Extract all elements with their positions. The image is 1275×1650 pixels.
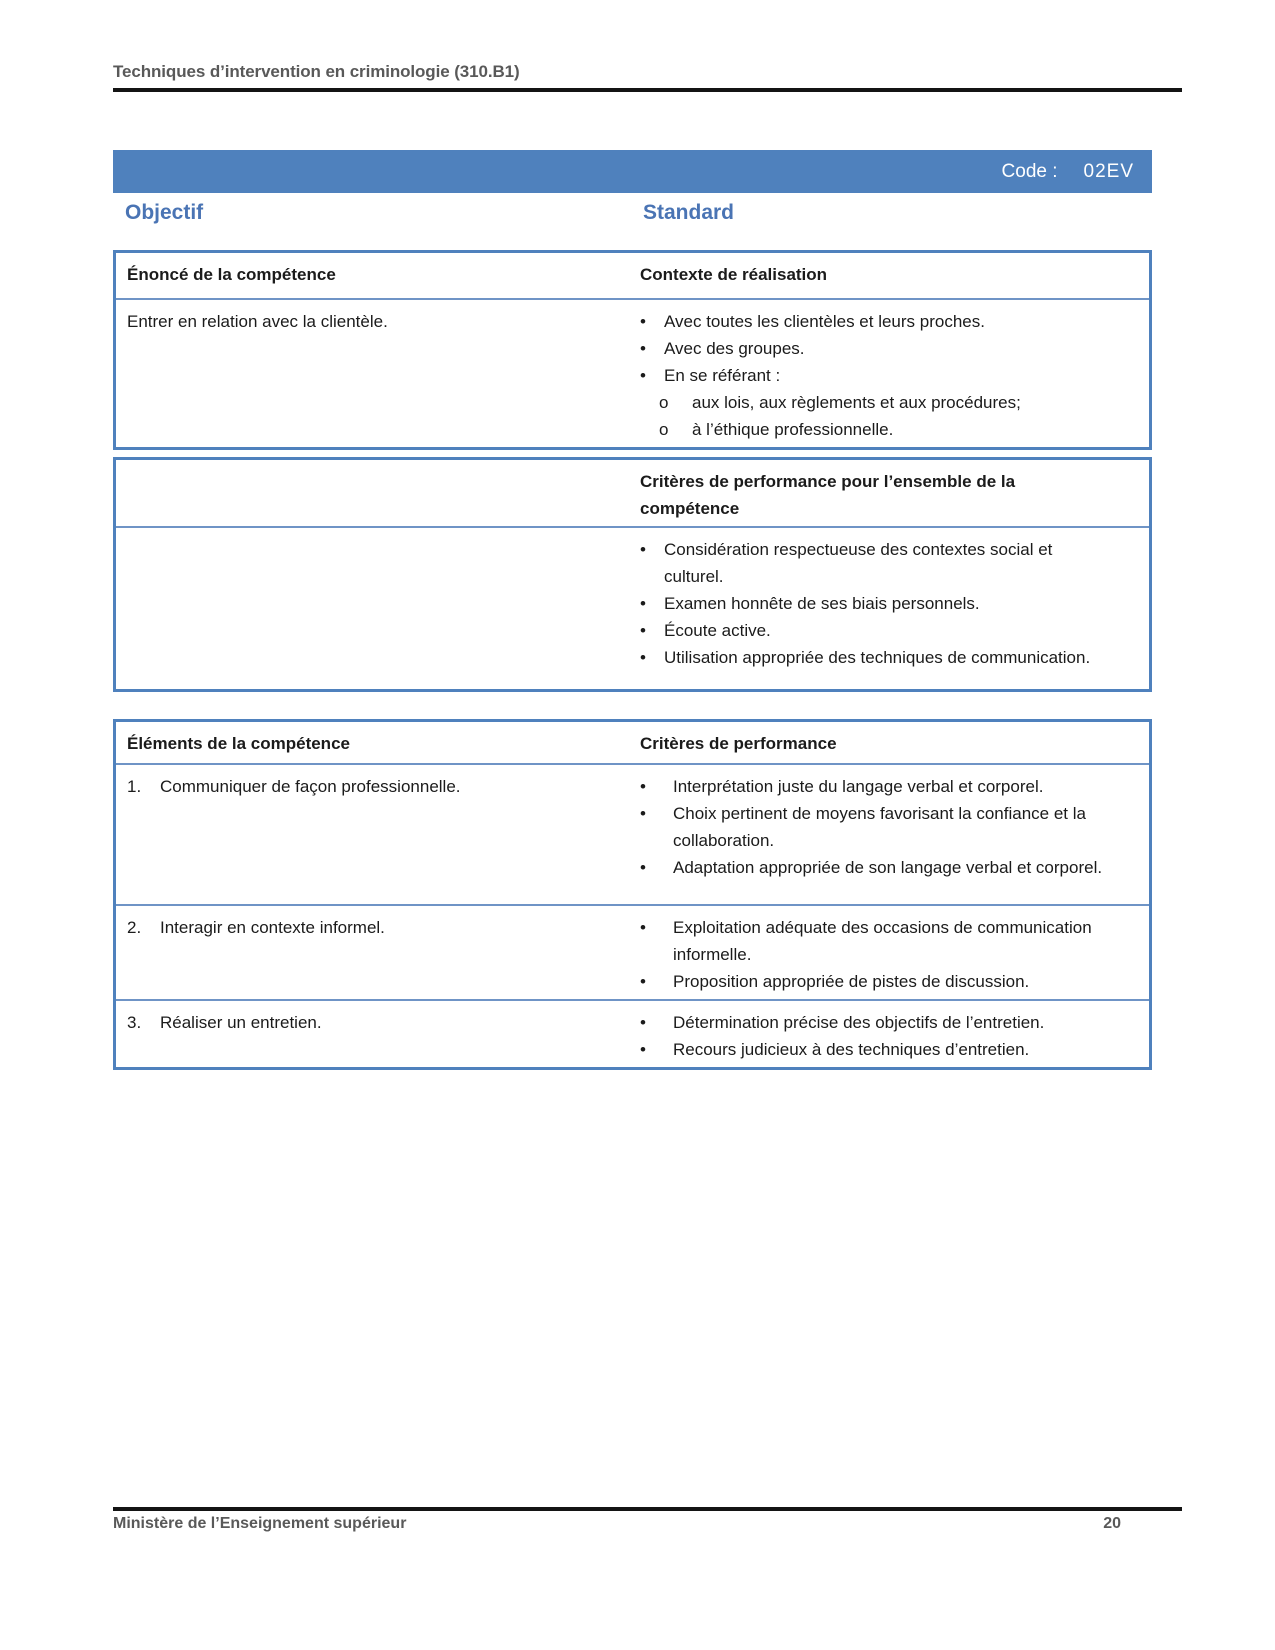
footer-ministry: Ministère de l’Enseignement supérieur	[113, 1515, 407, 1532]
heading-standard: Standard	[643, 201, 735, 224]
list-item	[640, 536, 1139, 590]
element-text: Interagir en contexte informel.	[160, 918, 385, 937]
bullet-icon: •	[640, 594, 646, 613]
item-number: 3.	[127, 1013, 142, 1032]
list-item	[640, 914, 1139, 968]
criteres-ensemble-list	[640, 536, 1139, 671]
circle-bullet-icon: o	[659, 393, 669, 412]
bullet-text: Proposition appropriée de pistes de discussion.	[673, 972, 1030, 991]
criteria-list	[640, 1009, 1139, 1063]
item-number: 2.	[127, 918, 142, 937]
criteria-list	[640, 914, 1139, 995]
bullet-icon: •	[640, 804, 646, 823]
list-item	[640, 644, 1139, 671]
list-item	[640, 362, 1139, 389]
code-value: 02EV	[1083, 161, 1134, 182]
column-header-enonce: Énoncé de la compétence	[127, 265, 336, 284]
list-item	[640, 308, 1139, 335]
code-label: Code :	[1001, 161, 1058, 182]
page-footer	[113, 1502, 1182, 1533]
table-row	[116, 999, 1149, 1067]
bullet-text: Examen honnête de ses biais personnels.	[664, 594, 980, 613]
running-header-title: Techniques d’intervention en criminologie (310.B1)	[113, 62, 520, 81]
element-text: Communiquer de façon professionnelle.	[160, 777, 461, 796]
list-item	[640, 617, 1139, 644]
table-criteres-ensemble	[113, 457, 1152, 692]
element-item	[127, 773, 621, 800]
bullet-text: En se référant :	[664, 366, 781, 385]
bullet-icon: •	[640, 918, 646, 937]
bullet-text: Avec des groupes.	[664, 339, 805, 358]
criteria-list	[640, 773, 1139, 881]
bullet-icon: •	[640, 339, 646, 358]
element-item	[127, 1009, 621, 1036]
bullet-icon: •	[640, 540, 646, 559]
list-item	[640, 773, 1139, 800]
empty-cell	[116, 528, 631, 689]
list-item	[640, 800, 1139, 854]
column-header-contexte: Contexte de réalisation	[640, 265, 828, 284]
item-number: 1.	[127, 777, 142, 796]
context-bullet-list	[640, 308, 1139, 443]
list-item	[640, 1036, 1139, 1063]
list-item	[640, 968, 1139, 995]
table-row	[116, 253, 1149, 298]
bullet-text: Détermination précise des objectifs de l’entretien.	[673, 1013, 1045, 1032]
list-item	[640, 590, 1139, 617]
table-elements-criteres	[113, 719, 1152, 1070]
circle-bullet-icon: o	[659, 420, 669, 439]
table-row	[116, 763, 1149, 904]
table-row	[116, 298, 1149, 447]
table-enonce-contexte	[113, 250, 1152, 450]
column-header-elements: Éléments de la compétence	[127, 734, 350, 753]
bullet-text: Écoute active.	[664, 621, 771, 640]
bullet-icon: •	[640, 312, 646, 331]
bullet-text: Avec toutes les clientèles et leurs proches.	[664, 312, 985, 331]
table-row	[116, 526, 1149, 689]
bullet-icon: •	[640, 621, 646, 640]
list-item-sub	[659, 389, 1139, 416]
competence-statement: Entrer en relation avec la clientèle.	[127, 312, 388, 331]
bullet-text: Adaptation appropriée de son langage verbal et corporel.	[673, 858, 1103, 877]
running-header	[113, 61, 1182, 92]
header-rule	[113, 88, 1182, 92]
list-item	[640, 1009, 1139, 1036]
element-item	[127, 914, 621, 941]
section-headings	[113, 198, 1152, 228]
bullet-text: Interprétation juste du langage verbal et corporel.	[673, 777, 1044, 796]
table-row	[116, 460, 1149, 526]
column-header-criteres: Critères de performance	[640, 734, 837, 753]
bullet-text: aux lois, aux règlements et aux procédures;	[692, 393, 1021, 412]
bullet-text: Recours judicieux à des techniques d’entretien.	[673, 1040, 1030, 1059]
bullet-text: Considération respectueuse des contextes social et culturel.	[664, 540, 1053, 586]
page-number: 20	[1103, 1515, 1121, 1532]
bullet-text: Exploitation adéquate des occasions de communication informelle.	[673, 918, 1092, 964]
table-row	[116, 722, 1149, 763]
list-item	[640, 854, 1139, 881]
bullet-icon: •	[640, 777, 646, 796]
code-bar	[113, 150, 1152, 193]
bullet-icon: •	[640, 858, 646, 877]
bullet-icon: •	[640, 648, 646, 667]
table-row	[116, 904, 1149, 999]
bullet-text: Utilisation appropriée des techniques de communication.	[664, 648, 1091, 667]
bullet-icon: •	[640, 1013, 646, 1032]
bullet-text: à l’éthique professionnelle.	[692, 420, 894, 439]
bullet-icon: •	[640, 1040, 646, 1059]
bullet-icon: •	[640, 366, 646, 385]
bullet-text: Choix pertinent de moyens favorisant la confiance et la collaboration.	[673, 804, 1086, 850]
empty-cell	[116, 460, 631, 526]
heading-objectif: Objectif	[125, 201, 204, 224]
list-item	[640, 335, 1139, 362]
column-header-text: Critères de performance pour l’ensemble de la compétence	[640, 472, 1016, 518]
list-item-sub	[659, 416, 1139, 443]
column-header-criteres-ensemble	[631, 460, 1149, 526]
element-text: Réaliser un entretien.	[160, 1013, 322, 1032]
bullet-icon: •	[640, 972, 646, 991]
